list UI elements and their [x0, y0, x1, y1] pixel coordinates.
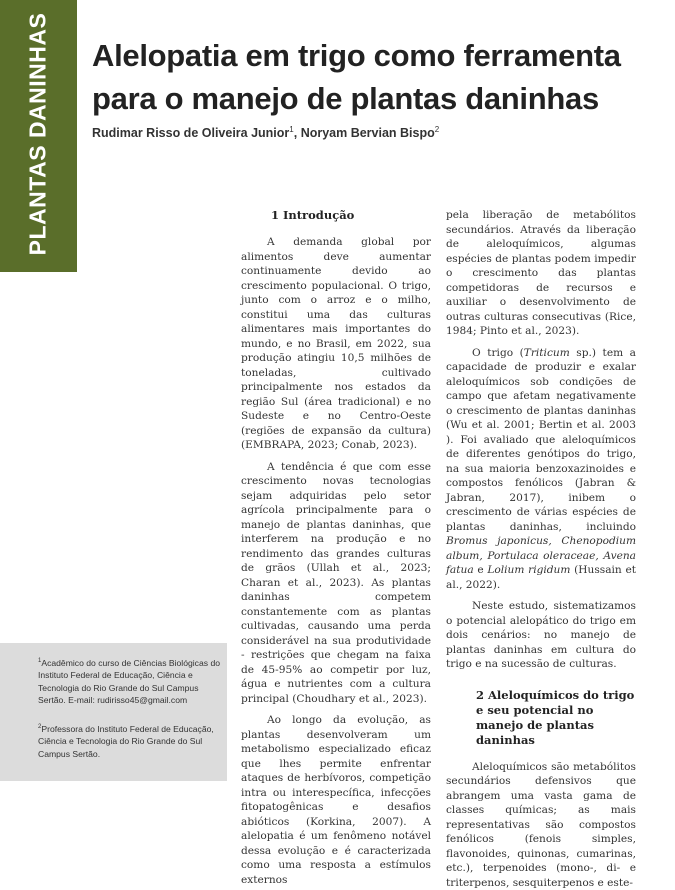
- author-mark: 1: [289, 125, 293, 134]
- paragraph: A demanda global por alimentos deve aumentar continuamente devido ao crescimento populacional. O trigo, junto com o arroz e o milho, constitui uma das culturas alimentares mais importantes do mundo, e no Brasil, em 2022, sua produção atingiu 10,5 milhões de toneladas, cultivado principalmente nos estados da região Sul (área tradicional) e no Sudeste e no Centro-Oeste (regiões de expansão da cultura) (EMBRAPA, 2023; Conab, 2023).: [241, 235, 431, 453]
- footnote: [38, 721, 224, 760]
- section-heading: 2 Aleloquímicos do trigo e seu potencial no manejo de plantas daninhas: [476, 688, 636, 748]
- author-line: Rudimar Risso de Oliveira Junior$^1$, Noryam Bervian Bispo$^2$: [92, 125, 439, 140]
- paragraph: Ao longo da evolução, as plantas desenvolveram um metabolismo especializado eficaz que lhes permite enfrentar ataques de herbívoros, competição intra ou interespecífica, infecções fitopatogênicas e desafios abióticos (Korkina, 2007). A alelopatia é um fenômeno notável dessa evolução e é caracterizada como uma resposta a estímulos externos: [241, 713, 431, 887]
- species-name: Triticum: [524, 347, 570, 359]
- paragraph-text: (Hussain et al., 2022).: [446, 564, 636, 591]
- author-mark: 2: [435, 125, 439, 134]
- paragraph-text: e: [474, 564, 488, 576]
- section-label: PLANTAS DANINHAS: [25, 13, 52, 256]
- author-name: Rudimar Risso de Oliveira Junior: [92, 126, 289, 140]
- section-heading: 1 Introdução: [271, 208, 431, 223]
- section-tab: [0, 0, 77, 272]
- text-column-left: [241, 208, 431, 887]
- paragraph-text: sp.) tem a capacidade de produzir e exalar aleloquímicos sob condições de campo que afetam negativamente o crescimento de plantas daninhas (Wu et al. 2001; Bertin et al. 2003 ). Foi avaliado que aleloquímicos de diferentes genótipos do trigo, na sua maioria benzoxazinoides e compostos fenólicos (Jabran & Jabran, 2017), inibem o crescimento de várias espécies de plantas daninhas, incluindo: [446, 347, 636, 533]
- footnote-text: Acadêmico do curso de Ciências Biológicas do Instituto Federal de Educação, Ciência e Tecnologia do Rio Grande do Sul Campus Sertão. E-mail: rudirisso45@gmail.com: [38, 658, 220, 706]
- paragraph-text: O trigo (: [472, 347, 524, 359]
- paragraph: pela liberação de metabólitos secundários. Através da liberação de aleloquímicos, algumas espécies de plantas podem impedir o crescimento das plantas competidoras de recursos e auxiliar o desenvolvimento de outras culturas consecutivas (Rice, 1984; Pinto et al., 2023).: [446, 208, 636, 339]
- author-name: Noryam Bervian Bispo: [301, 126, 435, 140]
- footnote: [38, 655, 224, 707]
- species-name: Bromus japonicus, Chenopodium album, Portulaca oleraceae, Avena fatua: [446, 535, 636, 576]
- text-column-right: [446, 208, 636, 890]
- footnote-mark: 1: [38, 658, 41, 664]
- paragraph: A tendência é que com esse crescimento novas tecnologias sejam adquiridas pelo setor agrícola principalmente para o manejo de plantas daninhas, que interferem na produção e no rendimento das grandes culturas de grãos (Ullah et al., 2023; Charan et al., 2023). As plantas daninhas competem constantemente com as plantas cultivadas, causando uma perda considerável na sua produtividade - restrições que chegam na faixa de 45-95% ao competir por luz, água e nutrientes com a cultura principal (Choudhary et al., 2023).: [241, 460, 431, 707]
- paragraph: Neste estudo, sistematizamos o potencial alelopático do trigo em dois cenários: no manejo de plantas daninhas em cultura do trigo e na sucessão de culturas.: [446, 599, 636, 672]
- footnote-box: [0, 643, 227, 781]
- footnote-mark: 2: [38, 724, 41, 730]
- paragraph: [446, 346, 636, 593]
- species-name: Lolium rigidum: [487, 564, 570, 576]
- paragraph: Aleloquímicos são metabólitos secundários defensivos que abrangem uma vasta gama de classes químicas; as mais representativas são compostos fenólicos (fenois simples, flavonoides, quinonas, cumarinas, etc.), terpenoides (mono-, di- e triterpenos, sesquiterpenos e este-: [446, 760, 636, 890]
- article-title: Alelopatia em trigo como ferramenta para o manejo de plantas daninhas: [92, 34, 662, 120]
- footnote-text: Professora do Instituto Federal de Educação, Ciência e Tecnologia do Rio Grande do Sul Campus Sertão.: [38, 724, 214, 759]
